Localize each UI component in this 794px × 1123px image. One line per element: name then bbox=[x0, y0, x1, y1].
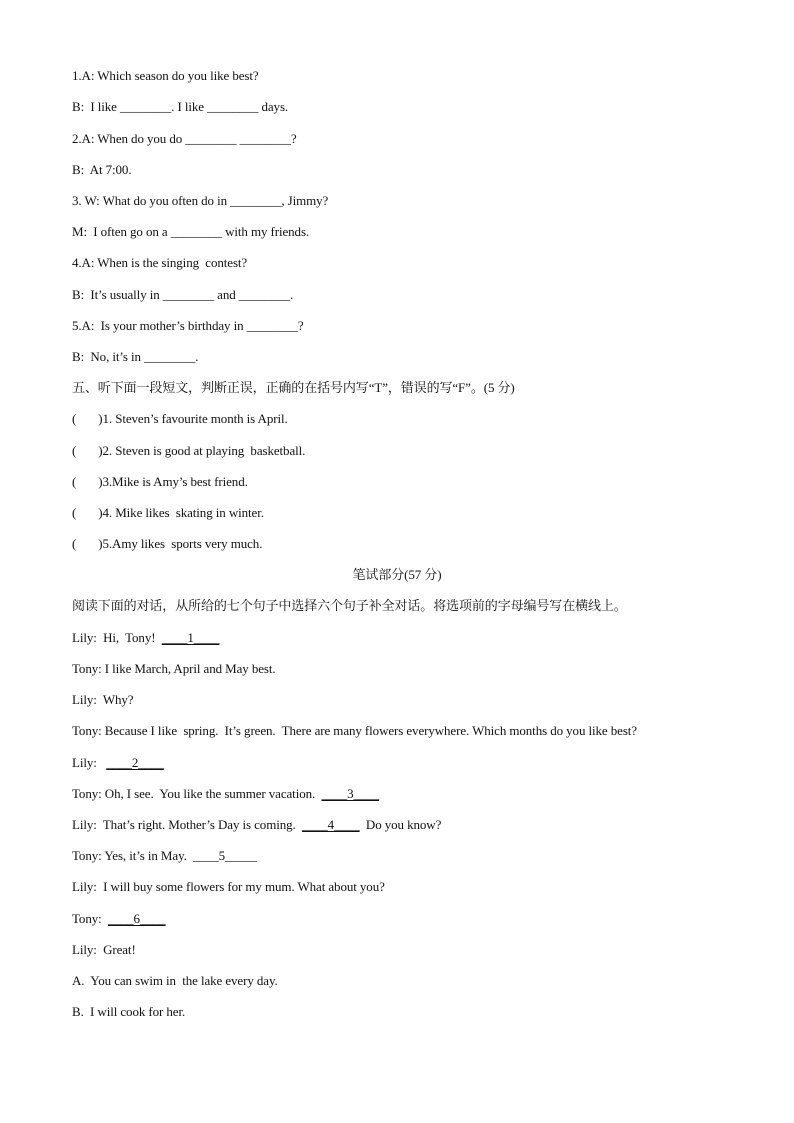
dialogue-line bbox=[72, 755, 164, 771]
true-false-item: ( )5.Amy likes sports very much. bbox=[72, 536, 263, 551]
answer-blank-6: ____6____ bbox=[107, 911, 166, 926]
dialogue-speaker-text: Lily: That’s right. Mother’s Day is coming. bbox=[72, 817, 302, 832]
dialogue-speaker-text: Lily: bbox=[72, 755, 107, 770]
dialogue-line bbox=[72, 817, 441, 833]
true-false-item: ( )4. Mike likes skating in winter. bbox=[72, 505, 264, 520]
question-5a: 5.A: Is your mother’s birthday in ________? bbox=[72, 318, 304, 333]
dialogue-trailing-text: Do you know? bbox=[359, 817, 442, 832]
dialogue-line bbox=[72, 630, 219, 646]
question-4a: 4.A: When is the singing contest? bbox=[72, 255, 248, 270]
dialogue-speaker-text: Tony: Oh, I see. You like the summer vacation. bbox=[72, 786, 322, 801]
dialogue-speaker-text: Lily: Hi, Tony! bbox=[72, 630, 162, 645]
dialogue-line: Tony: I like March, April and May best. bbox=[72, 661, 276, 676]
question-1a: 1.A: Which season do you like best? bbox=[72, 68, 259, 83]
answer-blank-1: ____1____ bbox=[161, 630, 220, 645]
dialogue-line: Tony: Because I like spring. It’s green. There are many flowers everywhere. Which months do you like best? bbox=[72, 723, 637, 738]
question-5b: B: No, it’s in ________. bbox=[72, 349, 199, 364]
true-false-item: ( )2. Steven is good at playing basketball. bbox=[72, 443, 306, 458]
question-2a: 2.A: When do you do ________ ________? bbox=[72, 131, 297, 146]
dialogue-line: Tony: Yes, it’s in May. ____5_____ bbox=[72, 848, 258, 863]
answer-blank-3: ____3____ bbox=[321, 786, 380, 801]
dialogue-line: Lily: Why? bbox=[72, 692, 134, 707]
section-5-heading: 五、听下面一段短文，判断正误，正确的在括号内写“T”，错误的写“F”。(5 分) bbox=[72, 380, 515, 395]
written-part-title: 笔试部分(57 分) bbox=[352, 567, 442, 582]
option-b: B. I will cook for her. bbox=[72, 1004, 186, 1019]
question-4b: B: It’s usually in ________ and ________. bbox=[72, 287, 294, 302]
question-1b: B: I like ________. I like ________ days. bbox=[72, 99, 289, 114]
dialogue-line: Lily: Great! bbox=[72, 942, 136, 957]
question-3b: M: I often go on a ________ with my friends. bbox=[72, 224, 310, 239]
true-false-item: ( )1. Steven’s favourite month is April. bbox=[72, 411, 288, 426]
option-a: A. You can swim in the lake every day. bbox=[72, 973, 278, 988]
dialogue-line: Lily: I will buy some flowers for my mum. What about you? bbox=[72, 879, 385, 894]
dialogue-line bbox=[72, 911, 166, 927]
true-false-item: ( )3.Mike is Amy’s best friend. bbox=[72, 474, 248, 489]
question-3a: 3. W: What do you often do in ________, Jimmy? bbox=[72, 193, 329, 208]
answer-blank-2: ____2____ bbox=[106, 755, 164, 770]
answer-blank-4: ____4____ bbox=[302, 817, 360, 832]
dialogue-line bbox=[72, 786, 379, 802]
question-2b: B: At 7:00. bbox=[72, 162, 132, 177]
reading-instruction: 阅读下面的对话，从所给的七个句子中选择六个句子补全对话。将选项前的字母编号写在横线上。 bbox=[72, 598, 627, 613]
dialogue-speaker-text: Tony: bbox=[72, 911, 108, 926]
